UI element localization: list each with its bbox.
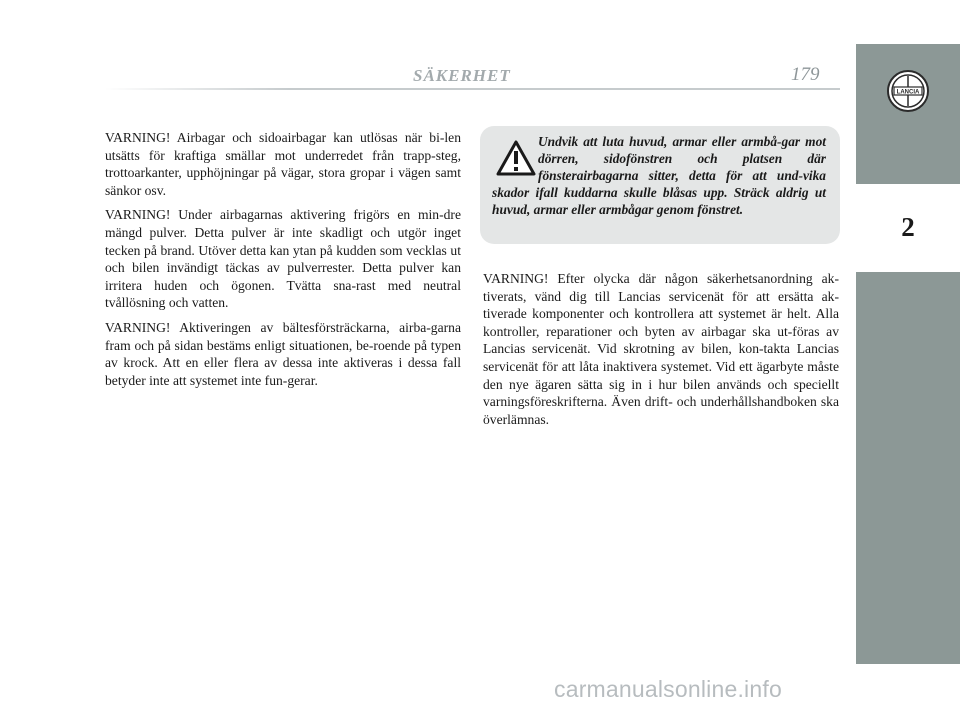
warning-triangle-icon: [496, 140, 536, 176]
paragraph: VARNING! Under airbagarnas aktivering frigörs en min-dre mängd pulver. Detta pulver är inte skadligt och utgör inget tecken på brand. Utöver detta kan ytan på kudden som vecklas ut och bilen invändigt täckas av pulverrester. Detta pulver kan irritera huden och ögonen. Tvätta sna-rast med neutral tvållösning och vatten.: [105, 207, 461, 311]
right-column: [483, 270, 839, 435]
side-tab: [856, 44, 960, 664]
chapter-marker: [856, 184, 960, 272]
page-number: 179: [791, 64, 820, 85]
watermark: carmanualsonline.info: [554, 676, 782, 702]
chapter-number: 2: [901, 212, 915, 242]
warning-text: Undvik att luta huvud, armar eller armbå-gar mot dörren, sidofönstren och platsen där fönsterairbagarna sitter, detta för att und-vika skador ifall kuddarna skulle blåsas upp. Sträck aldrig ut huvud, armar eller armbågar genom fönstret.: [492, 134, 826, 217]
section-title: SÄKERHET: [413, 66, 511, 85]
lancia-logo-icon: [886, 69, 930, 113]
paragraph: VARNING! Aktiveringen av bältesförsträckarna, airba-garna fram och på sidan bestäms enligt situationen, be-roende på typen av krock. Att en eller flera av dessa inte aktiveras i dessa fall betyder inte att systemet inte fun-gerar.: [105, 319, 461, 388]
svg-text:LANCIA: LANCIA: [896, 89, 920, 96]
left-column: [105, 129, 461, 396]
warning-text-wrap: [492, 133, 826, 218]
warning-box: [480, 126, 840, 244]
header-divider: [105, 88, 840, 90]
paragraph: VARNING! Efter olycka där någon säkerhetsanordning ak-tiverats, vänd dig till Lancias servicenät för att ersätta ak-tiverade komponenter och kontrollera att systemet är helt. Alla kontroller, reparationer och byten av airbagar ska ut-föras av Lancias servicenät. Vid skrotning av bilen, kon-takta Lancias servicenät för att låta inaktivera systemet. Vid ett ägarbyte måste den nye ägaren sätta sig in i hur bilen används och speciellt varningsföreskrifterna. Även drift- och underhållshandboken ska överlämnas.: [483, 271, 839, 427]
paragraph: VARNING! Airbagar och sidoairbagar kan utlösas när bi-len utsätts för kraftiga smällar mot underredet från trapp-steg, trottoarkanter, upphöjningar på vägar, stora gropar i vägen samt sänkor osv.: [105, 130, 461, 198]
